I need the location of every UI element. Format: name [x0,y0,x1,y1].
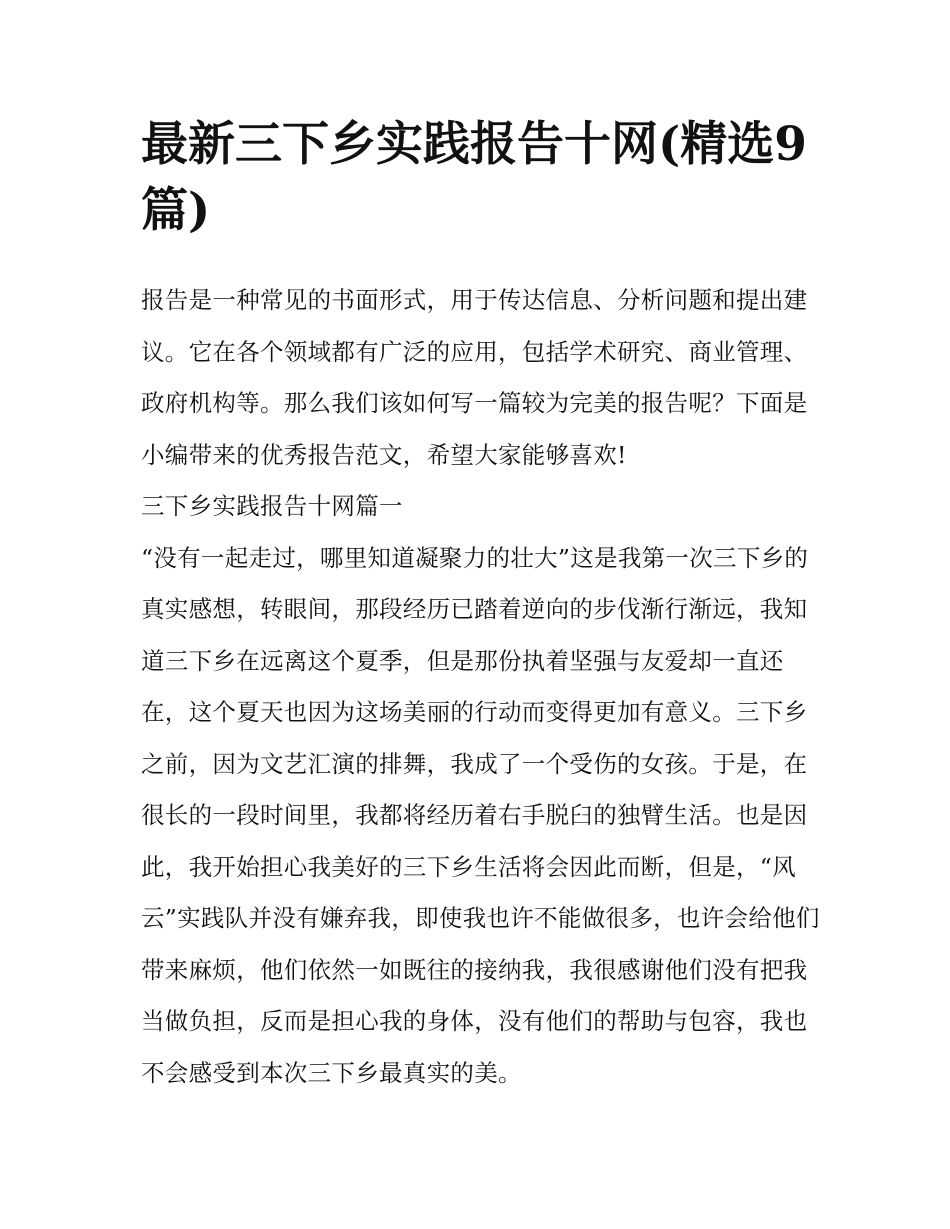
document-body [141,275,821,1099]
document-title: 最新三下乡实践报告十网(精选9篇) [141,117,807,238]
section-heading: 三下乡实践报告十网篇一 [141,492,403,520]
intro-paragraph: 报告是一种常见的书面形式，用于传达信息、分析问题和提出建议。它在各个领域都有广泛的应用，包括学术研究、商业管理、政府机构等。那么我们该如何写一篇较为完美的报告呢？下面是小编带来的优秀报告范文，希望大家能够喜欢! [141,286,808,469]
section-paragraph: “没有一起走过，哪里知道凝聚力的壮大”这是我第一次三下乡的真实感想，转眼间，那段经历已踏着逆向的步伐渐行渐远，我知道三下乡在远离这个夏季，但是那份执着坚强与友爱却一直还在，这个夏天也因为这场美丽的行动而变得更加有意义。三下乡之前，因为文艺汇演的排舞，我成了一个受伤的女孩。于是，在很长的一段时间里，我都将经历着右手脱臼的独臂生活。也是因此，我开始担心我美好的三下乡生活将会因此而断，但是，“风云”实践队并没有嫌弃我，即使我也许不能做很多，也许会给他们带来麻烦，他们依然一如既往的接纳我，我很感谢他们没有把我当做负担，反而是担心我的身体，没有他们的帮助与包容，我也不会感受到本次三下乡最真实的美。 [141,543,820,1087]
